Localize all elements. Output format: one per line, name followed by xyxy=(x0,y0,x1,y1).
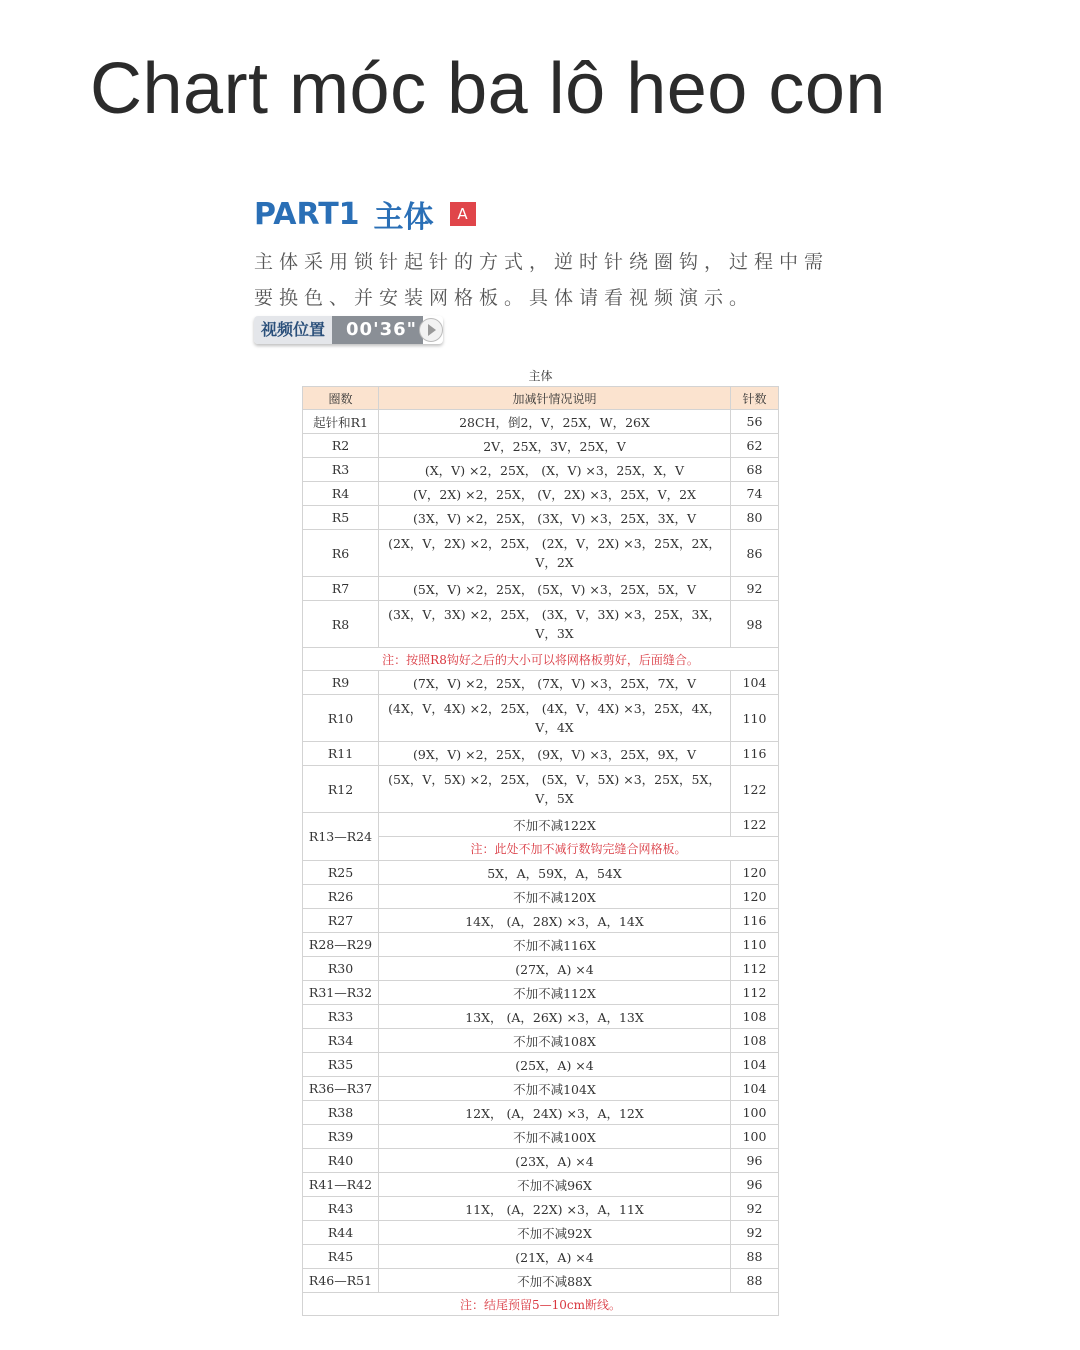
intro-line: 要换色、并安装网格板。具体请看视频演示。 xyxy=(254,287,755,309)
table-row xyxy=(303,742,779,766)
stitch-count-cell: 96 xyxy=(731,1173,779,1197)
header-stitch-count: 针数 xyxy=(731,387,779,410)
stitch-count-cell: 116 xyxy=(731,909,779,933)
pattern-table-container xyxy=(302,364,778,1316)
table-row xyxy=(303,813,779,837)
round-cell: R12 xyxy=(303,766,379,813)
round-cell: R28—R29 xyxy=(303,933,379,957)
stitch-count-cell: 88 xyxy=(731,1269,779,1293)
stitch-count-cell: 112 xyxy=(731,957,779,981)
part-number: PART1 xyxy=(254,196,360,232)
stitch-count-cell: 110 xyxy=(731,695,779,742)
round-cell: R9 xyxy=(303,671,379,695)
round-cell: R25 xyxy=(303,861,379,885)
stitch-count-cell: 92 xyxy=(731,1197,779,1221)
table-row xyxy=(303,671,779,695)
table-row xyxy=(303,861,779,885)
video-timestamp: 00'36" xyxy=(332,316,423,344)
description-cell: 13X， (A，26X) ×3，A，13X xyxy=(379,1005,731,1029)
description-cell: 不加不减92X xyxy=(379,1221,731,1245)
header-description: 加减针情况说明 xyxy=(379,387,731,410)
table-row xyxy=(303,957,779,981)
play-icon[interactable] xyxy=(419,318,443,342)
round-cell: R2 xyxy=(303,434,379,458)
table-row xyxy=(303,1197,779,1221)
table-row xyxy=(303,577,779,601)
description-cell: (23X，A) ×4 xyxy=(379,1149,731,1173)
description-cell: (25X，A) ×4 xyxy=(379,1053,731,1077)
table-row xyxy=(303,933,779,957)
round-cell: R27 xyxy=(303,909,379,933)
stitch-count-cell: 104 xyxy=(731,671,779,695)
table-row xyxy=(303,1245,779,1269)
table-note: 注：结尾预留5—10cm断线。 xyxy=(303,1293,779,1316)
round-cell: R4 xyxy=(303,482,379,506)
round-cell: R6 xyxy=(303,530,379,577)
stitch-count-cell: 104 xyxy=(731,1077,779,1101)
round-cell: R45 xyxy=(303,1245,379,1269)
description-cell: (X，V) ×2，25X， (X，V) ×3，25X，X，V xyxy=(379,458,731,482)
description-cell: (4X，V，4X) ×2，25X， (4X，V，4X) ×3，25X，4X，V，4X xyxy=(379,695,731,742)
description-cell: (9X，V) ×2，25X， (9X，V) ×3，25X，9X，V xyxy=(379,742,731,766)
table-row xyxy=(303,1173,779,1197)
stitch-count-cell: 88 xyxy=(731,1245,779,1269)
round-cell: R7 xyxy=(303,577,379,601)
description-cell: (21X，A) ×4 xyxy=(379,1245,731,1269)
description-cell: 不加不减112X xyxy=(379,981,731,1005)
round-cell: R34 xyxy=(303,1029,379,1053)
round-cell: R39 xyxy=(303,1125,379,1149)
description-cell: (2X，V，2X) ×2，25X， (2X，V，2X) ×3，25X，2X，V，2X xyxy=(379,530,731,577)
table-row xyxy=(303,530,779,577)
round-cell: R8 xyxy=(303,601,379,648)
round-cell: R43 xyxy=(303,1197,379,1221)
description-cell: 不加不减96X xyxy=(379,1173,731,1197)
stitch-count-cell: 104 xyxy=(731,1053,779,1077)
stitch-count-cell: 108 xyxy=(731,1005,779,1029)
stitch-count-cell: 120 xyxy=(731,861,779,885)
description-cell: 不加不减108X xyxy=(379,1029,731,1053)
description-cell: 不加不减116X xyxy=(379,933,731,957)
round-cell: R31—R32 xyxy=(303,981,379,1005)
intro-line: 主体采用锁针起针的方式，逆时针绕圈钩，过程中需 xyxy=(254,251,830,273)
table-row xyxy=(303,909,779,933)
table-row xyxy=(303,1077,779,1101)
description-cell: 不加不减104X xyxy=(379,1077,731,1101)
stitch-count-cell: 122 xyxy=(731,766,779,813)
round-cell: R26 xyxy=(303,885,379,909)
description-cell: 5X，A，59X，A，54X xyxy=(379,861,731,885)
header-round: 圈数 xyxy=(303,387,379,410)
description-cell: (V，2X) ×2，25X， (V，2X) ×3，25X，V，2X xyxy=(379,482,731,506)
description-cell: 不加不减120X xyxy=(379,885,731,909)
round-cell: R3 xyxy=(303,458,379,482)
table-row xyxy=(303,1029,779,1053)
description-cell: 不加不减122X xyxy=(379,813,731,837)
stitch-count-cell: 122 xyxy=(731,813,779,837)
table-row xyxy=(303,766,779,813)
stitch-count-cell: 110 xyxy=(731,933,779,957)
table-row xyxy=(303,1101,779,1125)
stitch-count-cell: 92 xyxy=(731,1221,779,1245)
round-cell: R38 xyxy=(303,1101,379,1125)
stitch-count-cell: 74 xyxy=(731,482,779,506)
table-note-row xyxy=(303,648,779,671)
table-row xyxy=(303,1125,779,1149)
stitch-count-cell: 120 xyxy=(731,885,779,909)
table-caption: 主体 xyxy=(303,364,779,387)
table-note: 注：此处不加不减行数钩完缝合网格板。 xyxy=(379,837,779,861)
stitch-count-cell: 116 xyxy=(731,742,779,766)
stitch-count-cell: 112 xyxy=(731,981,779,1005)
description-cell: 14X， (A，28X) ×3，A，14X xyxy=(379,909,731,933)
table-caption-row xyxy=(303,364,779,387)
round-cell: R40 xyxy=(303,1149,379,1173)
stitch-count-cell: 92 xyxy=(731,577,779,601)
table-row xyxy=(303,1221,779,1245)
video-label: 视频位置 xyxy=(254,316,332,344)
description-cell: 11X， (A，22X) ×3，A，11X xyxy=(379,1197,731,1221)
description-cell: (3X，V，3X) ×2，25X， (3X，V，3X) ×3，25X，3X，V，3X xyxy=(379,601,731,648)
stitch-count-cell: 86 xyxy=(731,530,779,577)
table-row xyxy=(303,885,779,909)
post-title: Chart móc ba lô heo con xyxy=(90,49,886,129)
description-cell: (27X，A) ×4 xyxy=(379,957,731,981)
table-row xyxy=(303,1149,779,1173)
stitch-count-cell: 100 xyxy=(731,1125,779,1149)
stitch-count-cell: 56 xyxy=(731,410,779,434)
part-badge: A xyxy=(450,202,476,226)
round-cell: R46—R51 xyxy=(303,1269,379,1293)
stitch-count-cell: 68 xyxy=(731,458,779,482)
stitch-count-cell: 98 xyxy=(731,601,779,648)
description-cell: 不加不减100X xyxy=(379,1125,731,1149)
round-cell: R44 xyxy=(303,1221,379,1245)
round-cell: R13—R24 xyxy=(303,813,379,861)
description-cell: 28CH，倒2，V，25X，W，26X xyxy=(379,410,731,434)
description-cell: (5X，V，5X) ×2，25X， (5X，V，5X) ×3，25X，5X，V，5X xyxy=(379,766,731,813)
round-cell: R36—R37 xyxy=(303,1077,379,1101)
video-position[interactable] xyxy=(254,316,443,344)
table-row xyxy=(303,1269,779,1293)
part-heading xyxy=(254,192,476,236)
round-cell: R35 xyxy=(303,1053,379,1077)
round-cell: 起针和R1 xyxy=(303,410,379,434)
table-row xyxy=(303,601,779,648)
table-row xyxy=(303,1053,779,1077)
description-cell: (3X，V) ×2，25X， (3X，V) ×3，25X，3X，V xyxy=(379,506,731,530)
pattern-table xyxy=(302,364,779,1316)
table-row xyxy=(303,458,779,482)
table-note: 注：按照R8钩好之后的大小可以将网格板剪好，后面缝合。 xyxy=(303,648,779,671)
table-row xyxy=(303,981,779,1005)
stitch-count-cell: 80 xyxy=(731,506,779,530)
stitch-count-cell: 62 xyxy=(731,434,779,458)
description-cell: (5X，V) ×2，25X， (5X，V) ×3，25X，5X，V xyxy=(379,577,731,601)
table-header-row xyxy=(303,387,779,410)
stitch-count-cell: 100 xyxy=(731,1101,779,1125)
round-cell: R41—R42 xyxy=(303,1173,379,1197)
table-row xyxy=(303,482,779,506)
round-cell: R33 xyxy=(303,1005,379,1029)
stitch-count-cell: 96 xyxy=(731,1149,779,1173)
intro-text xyxy=(254,244,854,316)
stitch-count-cell: 108 xyxy=(731,1029,779,1053)
table-row xyxy=(303,410,779,434)
round-cell: R5 xyxy=(303,506,379,530)
table-row xyxy=(303,506,779,530)
part-subheading: 主体 xyxy=(373,200,434,235)
description-cell: (7X，V) ×2，25X， (7X，V) ×3，25X，7X，V xyxy=(379,671,731,695)
round-cell: R11 xyxy=(303,742,379,766)
table-row xyxy=(303,434,779,458)
description-cell: 不加不减88X xyxy=(379,1269,731,1293)
round-cell: R30 xyxy=(303,957,379,981)
round-cell: R10 xyxy=(303,695,379,742)
table-row xyxy=(303,695,779,742)
description-cell: 12X， (A，24X) ×3，A，12X xyxy=(379,1101,731,1125)
table-note-row xyxy=(303,1293,779,1316)
description-cell: 2V，25X，3V，25X，V xyxy=(379,434,731,458)
table-row xyxy=(303,1005,779,1029)
